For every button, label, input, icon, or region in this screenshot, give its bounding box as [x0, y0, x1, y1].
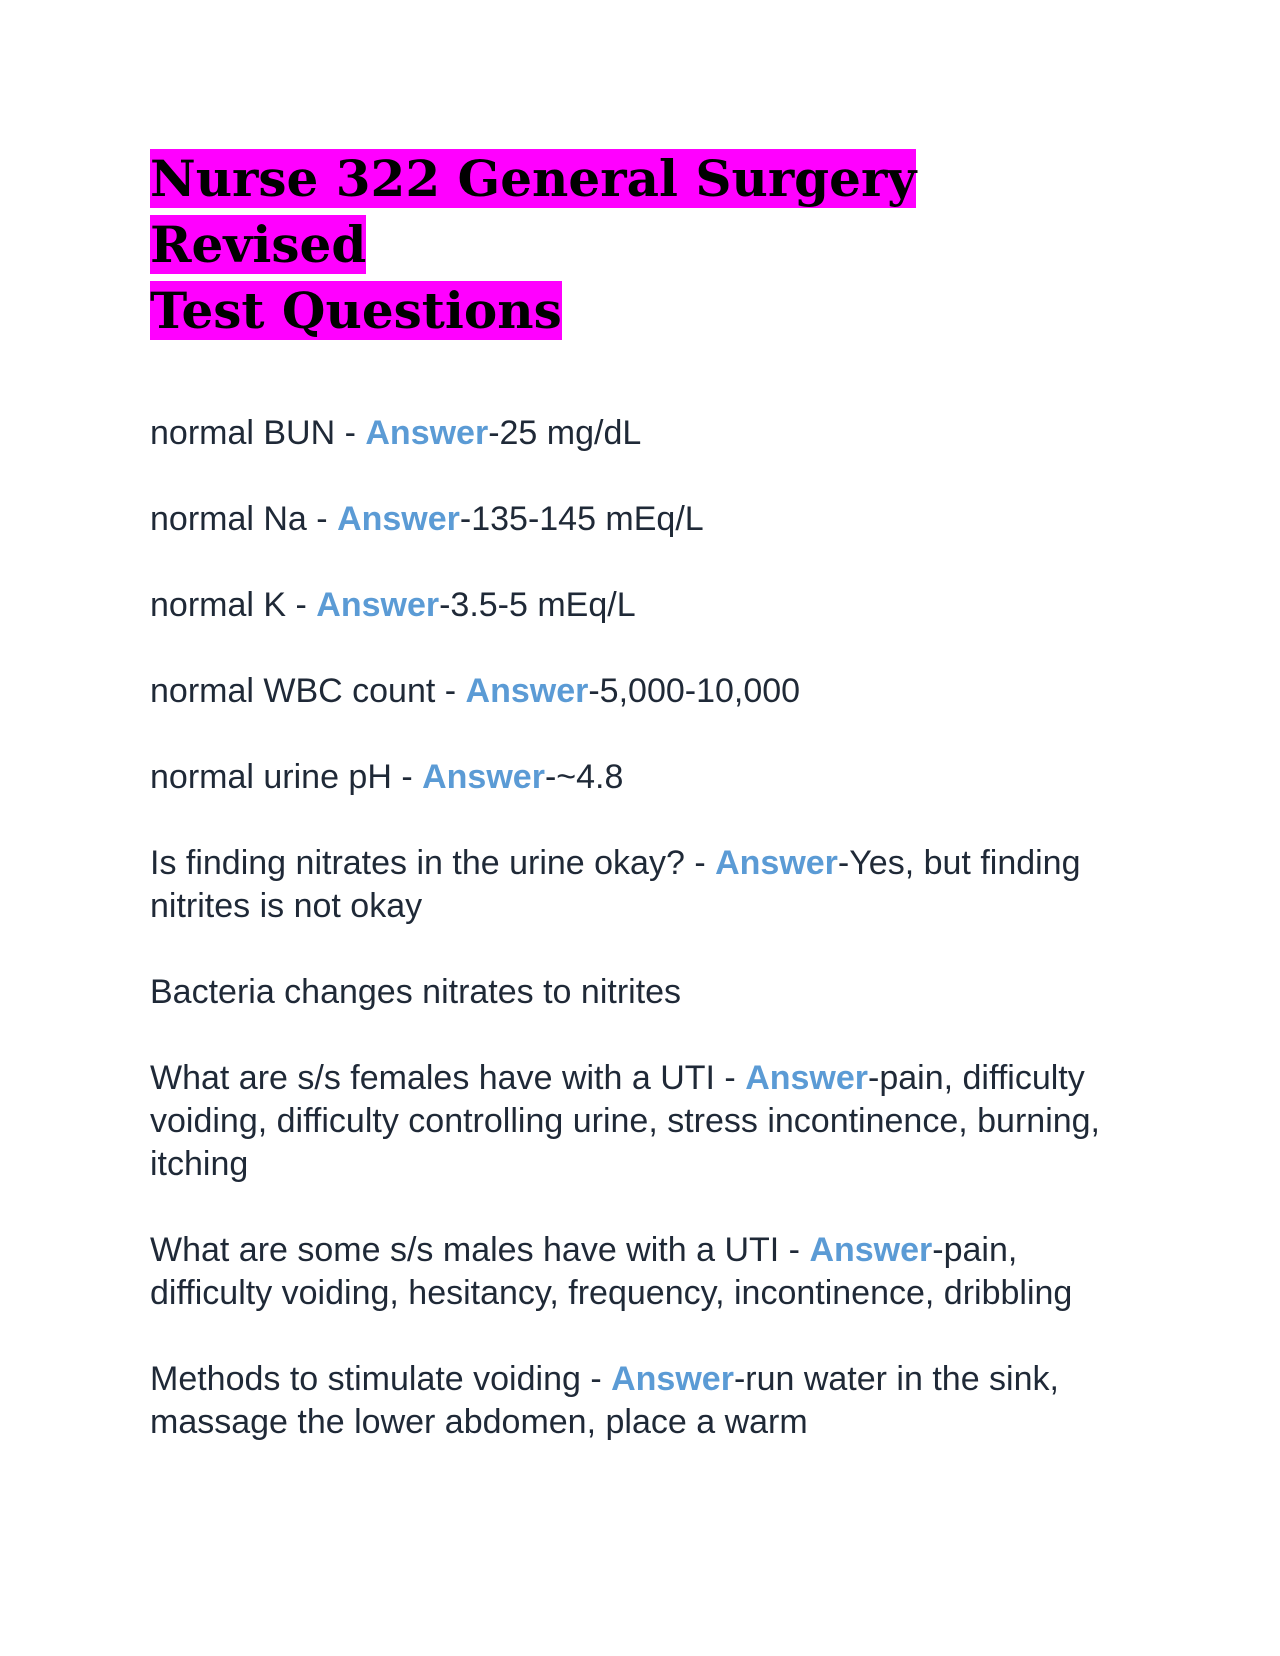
answer-label: Answer: [809, 1231, 933, 1269]
answer-label: Answer: [465, 672, 589, 710]
qa-item: [150, 1229, 1130, 1315]
title-line-1: Nurse 322 General Surgery Revised: [150, 149, 917, 274]
question-text: normal urine pH -: [150, 758, 423, 796]
answer-text: -Yes, but finding nitrites is not okay: [150, 844, 1081, 925]
qa-item: [150, 412, 1130, 455]
question-text: What are s/s females have with a UTI -: [150, 1059, 746, 1097]
answer-text: -5,000-10,000: [588, 672, 801, 710]
qa-item: [150, 1057, 1130, 1186]
answer-label: Answer: [316, 586, 440, 624]
question-text: normal K -: [150, 586, 317, 624]
qa-list: [150, 412, 1130, 1487]
answer-label: Answer: [611, 1360, 734, 1398]
answer-text: -25 mg/dL: [488, 414, 642, 452]
qa-item: [150, 1358, 1130, 1444]
question-text: normal Na -: [150, 500, 338, 538]
answer-label: Answer: [337, 500, 460, 538]
question-text: Is finding nitrates in the urine okay? -: [150, 844, 716, 882]
question-text: Methods to stimulate voiding -: [150, 1360, 612, 1398]
answer-label: Answer: [715, 844, 838, 882]
document-title: [150, 146, 1090, 344]
answer-text: -pain, difficulty voiding, hesitancy, frequency, incontinence, dribbling: [150, 1231, 1073, 1312]
answer-label: Answer: [422, 758, 545, 796]
answer-text: -pain, difficulty voiding, difficulty controlling urine, stress incontinence, burning, itching: [150, 1059, 1101, 1183]
question-text: What are some s/s males have with a UTI -: [150, 1231, 810, 1269]
note-content: Bacteria changes nitrates to nitrites: [150, 973, 682, 1011]
answer-label: Answer: [745, 1059, 869, 1097]
qa-item: [150, 670, 1130, 713]
answer-text: -3.5-5 mEq/L: [439, 586, 636, 624]
title-line-2: Test Questions: [150, 281, 562, 340]
qa-item: [150, 842, 1130, 928]
answer-text: -~4.8: [544, 758, 624, 796]
qa-item: [150, 756, 1130, 799]
qa-item: [150, 584, 1130, 627]
answer-text: -135-145 mEq/L: [459, 500, 704, 538]
note-text: [150, 971, 1130, 1014]
answer-text: -run water in the sink, massage the lower abdomen, place a warm: [150, 1360, 1059, 1441]
question-text: normal BUN -: [150, 414, 366, 452]
qa-item: [150, 498, 1130, 541]
answer-label: Answer: [365, 414, 489, 452]
question-text: normal WBC count -: [150, 672, 466, 710]
